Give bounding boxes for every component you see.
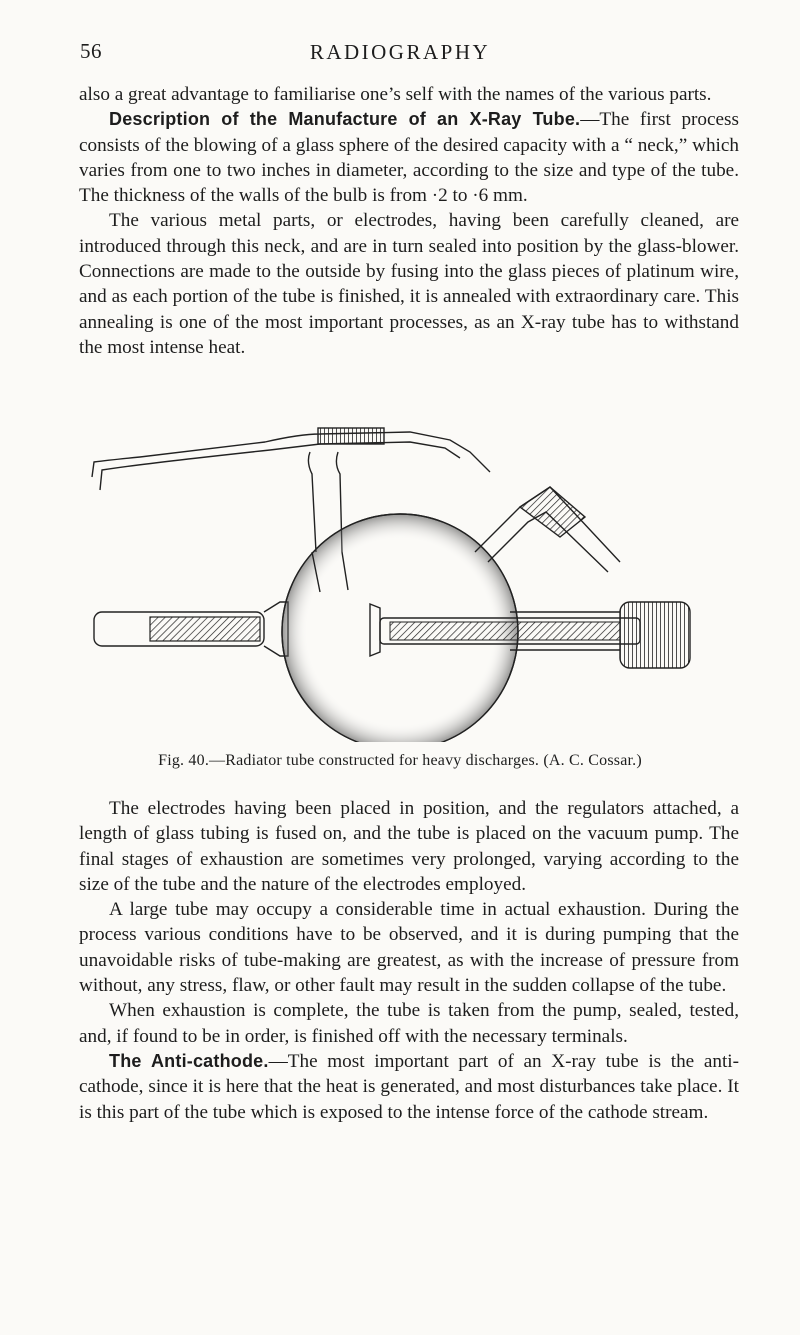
section-heading-manufacture: Description of the Manufacture of an X-Ray Tube. <box>109 109 581 130</box>
paragraph-anti-cathode <box>79 1049 739 1125</box>
paragraph-text: —The first process consists of the blowing of a glass sphere of the desired capacity with a “ neck,” which varies from one to two inches in diameter, according to the size and type of the tube. The thickness of the walls of the bulb is from ·2 to ·6 mm. <box>79 109 739 207</box>
text-block-top <box>79 82 739 360</box>
paragraph-manufacture <box>79 107 739 208</box>
page-number: 56 <box>80 39 102 63</box>
paragraph: The various metal parts, or electrodes, having been carefully cleaned, are introduced through this neck, and are in turn sealed into position by the glass-blower. Connections are made to the outside by fusing into the glass pieces of platinum wire, and as each portion of the tube is finished, it is annealed with extraordinary care. This annealing is one of the most important processes, as an X-ray tube has to withstand the most intense heat. <box>79 210 739 358</box>
text-block-bottom <box>79 796 739 1125</box>
x-ray-tube-illustration <box>80 412 720 742</box>
paragraph: also a great advantage to familiarise one’s self with the names of the various parts. <box>79 84 712 105</box>
paragraph-text: —The most important part of an X-ray tube is the anti-cathode, since it is here that the heat is generated, and most disturbances take place. It is this part of the tube which is exposed to the intense force of the cathode stream. <box>79 1050 739 1123</box>
paragraph: A large tube may occupy a considerable time in actual exhaustion. During the process various conditions have to be observed, and it is during pumping that the unavoidable risks of tube-making are greatest, as with the increase of pressure from without, any stress, flaw, or other fault may result in the sudden collapse of the tube. <box>79 899 739 997</box>
paragraph: When exhaustion is complete, the tube is taken from the pump, sealed, tested, and, if found to be in order, is finished off with the necessary terminals. <box>79 1000 739 1047</box>
running-head: RADIOGRAPHY <box>309 40 491 64</box>
figure-radiator-tube <box>80 412 720 742</box>
section-heading-anti-cathode: The Anti-cathode. <box>109 1050 269 1071</box>
figure-caption: Fig. 40.—Radiator tube constructed for heavy discharges. (A. C. Cossar.) <box>158 752 642 769</box>
paragraph: The electrodes having been placed in position, and the regulators attached, a length of glass tubing is fused on, and the tube is placed on the vacuum pump. The final stages of exhaustion are sometimes very prolonged, varying according to the size of the tube and the nature of the electrodes employed. <box>79 798 739 895</box>
